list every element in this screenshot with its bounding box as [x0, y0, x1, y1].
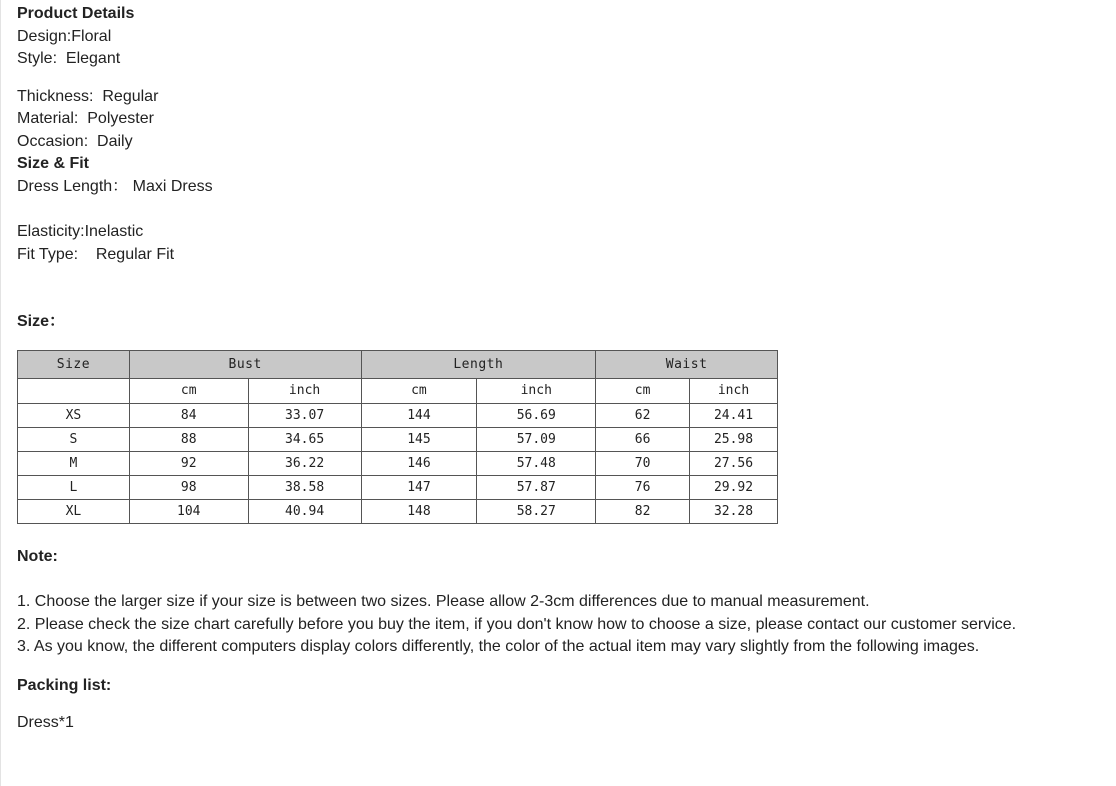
table-cell: 34.65 [248, 427, 361, 451]
unit-cell: inch [477, 378, 596, 403]
header-length: Length [361, 350, 596, 378]
note-item: 3. As you know, the different computers display colors differently, the color of the actual item may vary slightly from the following images. [17, 638, 980, 655]
table-cell: 92 [129, 451, 248, 475]
table-cell: 82 [596, 499, 690, 523]
product-description [17, 3, 1107, 735]
table-cell: L [18, 475, 130, 499]
table-cell: 56.69 [477, 403, 596, 427]
unit-cell: inch [248, 378, 361, 403]
unit-cell: cm [361, 378, 477, 403]
table-cell: 148 [361, 499, 477, 523]
table-units-row [18, 378, 778, 403]
note-item: 2. Please check the size chart carefully before you buy the item, if you don't know how to choose a size, please contact our customer service. [17, 615, 1017, 633]
table-cell: 33.07 [248, 403, 361, 427]
header-size: Size [18, 350, 130, 378]
table-cell: 57.48 [477, 451, 596, 475]
page-left-border [0, 0, 1, 786]
table-cell: 144 [361, 403, 477, 427]
table-cell: 62 [596, 403, 690, 427]
dress-length-line: Dress Length： Maxi Dress [17, 177, 213, 195]
table-row [18, 475, 778, 499]
design-line: Design:Floral [17, 27, 112, 45]
table-row [18, 451, 778, 475]
note-heading: Note: [17, 547, 58, 565]
table-cell: 57.09 [477, 427, 596, 451]
table-cell: 58.27 [477, 499, 596, 523]
table-row [18, 427, 778, 451]
table-cell: M [18, 451, 130, 475]
style-line: Style: Elegant [17, 50, 121, 67]
table-row [18, 403, 778, 427]
elasticity-line: Elasticity:Inelastic [17, 223, 144, 240]
table-cell: 38.58 [248, 475, 361, 499]
packing-list-item: Dress*1 [17, 714, 74, 731]
product-details-heading: Product Details [17, 5, 135, 22]
table-cell: 147 [361, 475, 477, 499]
table-cell: 98 [129, 475, 248, 499]
table-header-row [18, 350, 778, 378]
table-cell: 57.87 [477, 475, 596, 499]
table-cell: 24.41 [690, 403, 778, 427]
table-cell: 29.92 [690, 475, 778, 499]
material-line: Material: Polyester [17, 110, 154, 127]
table-cell: 66 [596, 427, 690, 451]
table-cell: XS [18, 403, 130, 427]
size-fit-heading: Size & Fit [17, 155, 90, 172]
table-cell: 146 [361, 451, 477, 475]
fit-type-line: Fit Type: Regular Fit [17, 245, 175, 263]
table-cell: XL [18, 499, 130, 523]
unit-cell: cm [129, 378, 248, 403]
table-cell: 27.56 [690, 451, 778, 475]
table-cell: 36.22 [248, 451, 361, 475]
packing-list-heading: Packing list: [17, 676, 112, 694]
header-bust: Bust [129, 350, 361, 378]
table-row [18, 499, 778, 523]
table-cell: 70 [596, 451, 690, 475]
size-chart-table [17, 350, 778, 524]
table-cell: 76 [596, 475, 690, 499]
unit-cell: cm [596, 378, 690, 403]
table-cell: 25.98 [690, 427, 778, 451]
table-cell: 32.28 [690, 499, 778, 523]
note-list [17, 591, 1107, 659]
table-cell: S [18, 427, 130, 451]
size-heading: Size： [17, 313, 66, 330]
table-cell: 40.94 [248, 499, 361, 523]
thickness-line: Thickness: Regular [17, 87, 159, 105]
unit-cell: inch [690, 378, 778, 403]
table-cell: 145 [361, 427, 477, 451]
table-cell: 84 [129, 403, 248, 427]
table-cell: 104 [129, 499, 248, 523]
occasion-line: Occasion: Daily [17, 132, 133, 150]
header-waist: Waist [596, 350, 778, 378]
table-cell: 88 [129, 427, 248, 451]
note-item: 1. Choose the larger size if your size is between two sizes. Please allow 2-3cm differences due to manual measurement. [17, 593, 870, 610]
